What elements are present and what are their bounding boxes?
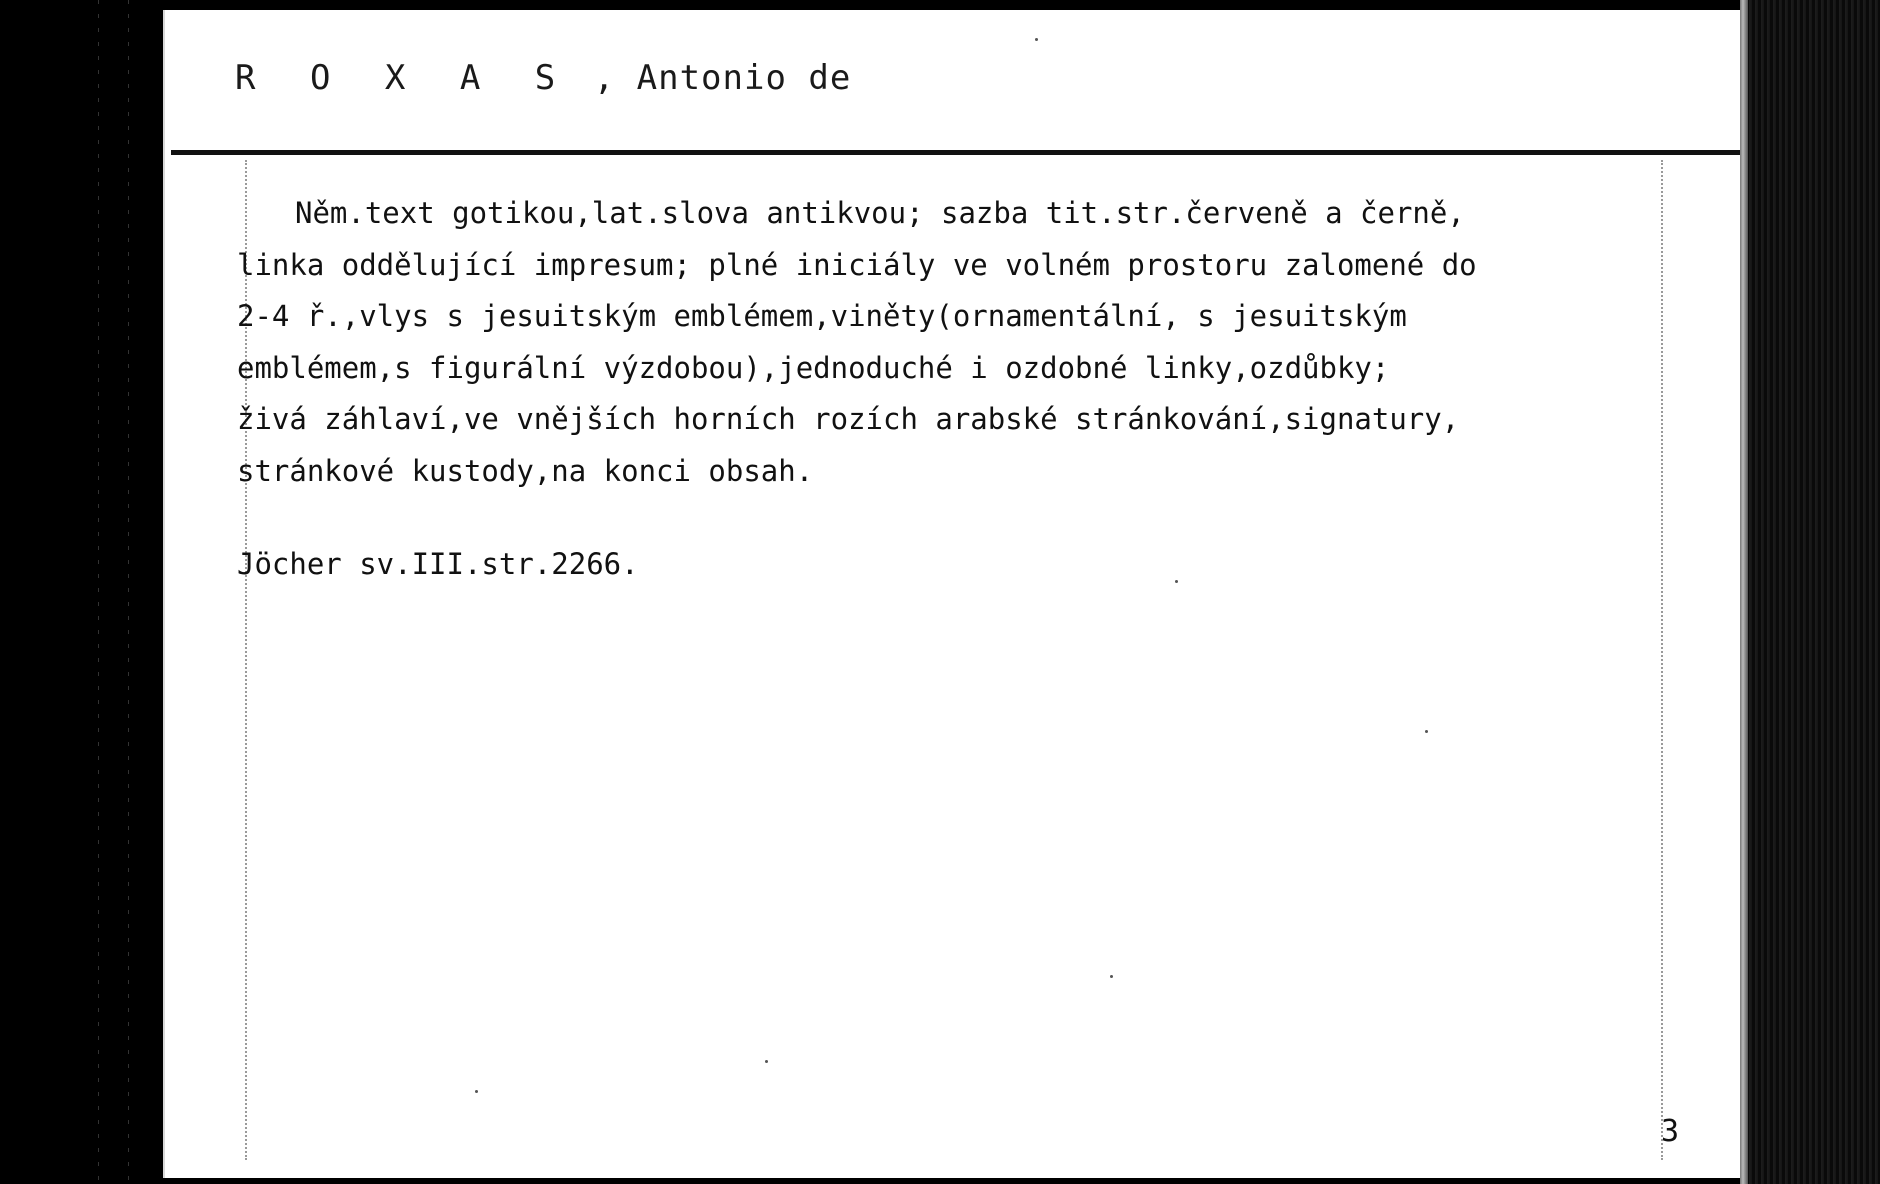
description-line: emblémem,s figurální výzdobou),jednoduché i ozdobné linky,ozdůbky; [237, 350, 1390, 385]
dust-speck [1425, 730, 1428, 733]
scan-noise-left [128, 0, 129, 1184]
description-line: 2-4 ř.,vlys s jesuitským emblémem,viněty(ornamentální, s jesuitským [237, 299, 1407, 333]
page-number: 3 [1661, 1114, 1680, 1149]
dust-speck [1175, 580, 1178, 583]
bibliographic-reference: Jöcher sv.III.str.2266. [237, 547, 639, 581]
scan-noise-left-2 [98, 0, 99, 1184]
right-margin-line [1661, 160, 1663, 1160]
description-paragraph [237, 188, 1657, 497]
description-line: Něm.text gotikou,lat.slova antikvou; sazba tit.str.červeně a černě, [295, 196, 1465, 230]
dust-speck [475, 1090, 478, 1093]
heading-surname: R O X A S [235, 58, 573, 98]
card-heading [235, 58, 851, 98]
catalog-card [163, 10, 1742, 1178]
scan-edge-right [1740, 0, 1880, 1184]
description-line: linka oddělující impresum; plné iniciály ve volném prostoru zalomené do [237, 247, 1477, 282]
dust-speck [1110, 975, 1113, 978]
heading-rule [171, 150, 1742, 155]
description-line: stránkové kustody,na konci obsah. [237, 453, 814, 488]
dust-speck [765, 1060, 768, 1063]
heading-given-name: , Antonio de [572, 58, 852, 98]
description-line: živá záhlaví,ve vnějších horních rozích arabské stránkování,signatury, [237, 402, 1460, 436]
dust-speck [1035, 38, 1038, 41]
